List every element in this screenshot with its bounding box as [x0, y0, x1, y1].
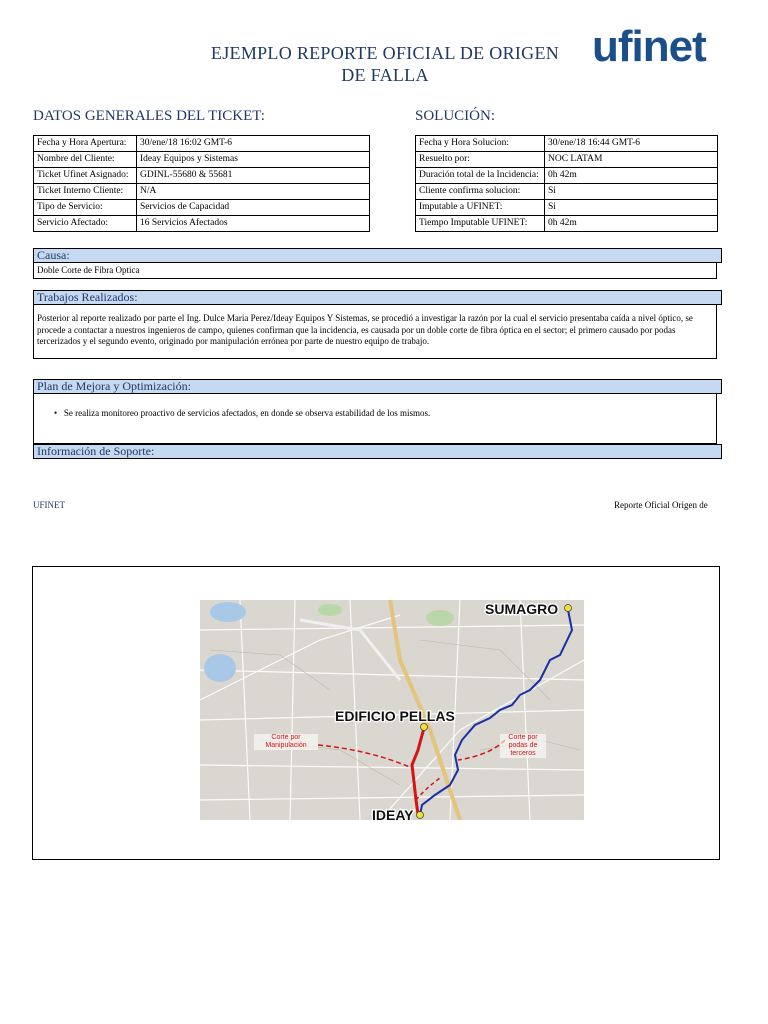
- field-label: Resuelto por:: [416, 152, 545, 168]
- field-value: 0h 42m: [545, 168, 718, 184]
- field-label: Duración total de la Incidencia:: [416, 168, 545, 184]
- field-value: Servicios de Capacidad: [137, 200, 370, 216]
- sumagro-point: [565, 605, 572, 612]
- field-label: Ticket Interno Cliente:: [34, 184, 137, 200]
- pellas-point: [421, 724, 428, 731]
- trabajos-heading: Trabajos Realizados:: [33, 290, 722, 305]
- plan-heading: Plan de Mejora y Optimización:: [33, 379, 722, 394]
- table-row: [416, 216, 718, 232]
- solucion-table: [415, 135, 718, 232]
- report-title: [170, 42, 600, 86]
- ufinet-logo: ufinet: [592, 22, 706, 71]
- title-line-1: EJEMPLO REPORTE OFICIAL DE ORIGEN: [210, 43, 560, 63]
- field-value: 30/ene/18 16:02 GMT-6: [137, 136, 370, 152]
- causa-heading: Causa:: [33, 248, 722, 263]
- trabajos-text: Posterior al reporte realizado por parte el Ing. Dulce Maria Perez/Ideay Equipos Y Sistemas, se procedió a investigar la razón por la cual el servicio presentaba caída a nivel óptico, se procede a contactar a nuestros ingenieros de campo, quienes confirman que la incidencia, es causada por un doble corte de fibra óptica en el sector; el primero causado por podas tercerizados y el segundo evento, originado por manipulación errónea por parte de nuestro equipo de trabajo.: [33, 305, 717, 359]
- footer-right: Reporte Oficial Origen de: [614, 500, 708, 510]
- solucion-heading: SOLUCIÓN:: [415, 108, 496, 124]
- field-label: Fecha y Hora Solucion:: [416, 136, 545, 152]
- table-row: [34, 152, 370, 168]
- plan-bullet-text: Se realiza monitoreo proactivo de servicios afectados, en donde se observa estabilidad de los mismos.: [63, 408, 431, 418]
- label-corte-podas: Corte por podas de terceros: [500, 734, 546, 766]
- table-row: [416, 200, 718, 216]
- table-row: [416, 152, 718, 168]
- field-label: Tiempo Imputable UFINET:: [416, 216, 545, 232]
- map-image: [200, 600, 584, 820]
- field-value: Si: [545, 200, 718, 216]
- datos-table: [33, 135, 370, 232]
- datos-heading: DATOS GENERALES DEL TICKET:: [33, 108, 265, 124]
- table-row: [34, 168, 370, 184]
- soporte-heading: Información de Soporte:: [33, 444, 722, 459]
- field-value: Ideay Equipos y Sistemas: [137, 152, 370, 168]
- field-label: Servicio Afectado:: [34, 216, 137, 232]
- label-ideay: IDEAY: [372, 807, 414, 820]
- footer-left: UFINET: [33, 500, 65, 510]
- field-label: Tipo de Servicio:: [34, 200, 137, 216]
- field-label: Fecha y Hora Apertura:: [34, 136, 137, 152]
- table-row: [416, 136, 718, 152]
- table-row: [34, 136, 370, 152]
- table-row: [34, 200, 370, 216]
- field-value: 30/ene/18 16:44 GMT-6: [545, 136, 718, 152]
- table-row: [416, 168, 718, 184]
- field-value: Si: [545, 184, 718, 200]
- title-line-2: DE FALLA: [341, 65, 429, 85]
- field-value: 16 Servicios Afectados: [137, 216, 370, 232]
- field-label: Imputable a UFINET:: [416, 200, 545, 216]
- fiber-route-map: [200, 600, 584, 820]
- table-row: [416, 184, 718, 200]
- field-label: Ticket Ufinet Asignado:: [34, 168, 137, 184]
- field-label: Cliente confirma solucion:: [416, 184, 545, 200]
- field-value: N/A: [137, 184, 370, 200]
- label-corte-manipulacion: Corte por Manipulación: [254, 734, 318, 758]
- field-value: GDINL-55680 & 55681: [137, 168, 370, 184]
- field-label: Nombre del Cliente:: [34, 152, 137, 168]
- table-row: [34, 184, 370, 200]
- label-sumagro: SUMAGRO: [485, 601, 559, 617]
- field-value: 0h 42m: [545, 216, 718, 232]
- table-row: [34, 216, 370, 232]
- causa-text: Doble Corte de Fibra Optica: [33, 263, 717, 279]
- bullet-icon: •: [54, 408, 64, 418]
- ideay-point: [417, 812, 424, 819]
- plan-box: [33, 394, 717, 444]
- label-edificio-pellas: EDIFICIO PELLAS: [335, 708, 455, 724]
- field-value: NOC LATAM: [545, 152, 718, 168]
